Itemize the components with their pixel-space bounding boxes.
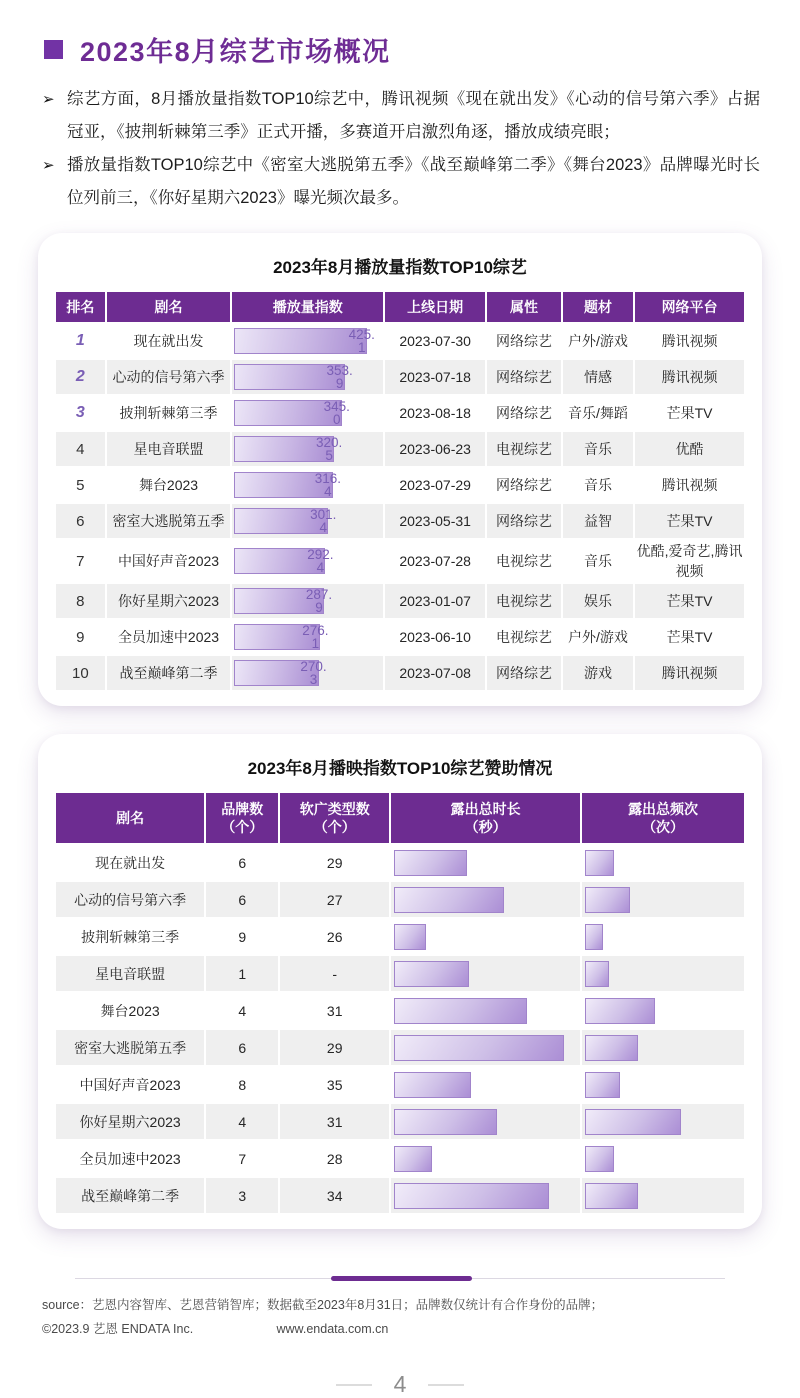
table1-body: [56, 324, 744, 690]
table2-header-cell: 露出总时长 （秒）: [391, 793, 580, 843]
table1-title: 2023年8月播放量指数TOP10综艺: [273, 258, 527, 277]
soft-ad-types-cell: 26: [280, 919, 389, 954]
show-name-cell: 披荆斩棘第三季: [56, 919, 204, 954]
exposure-frequency-bar: [585, 961, 609, 987]
playback-index-bar-wrap: [233, 508, 382, 534]
attribute-cell: 网络综艺: [487, 396, 561, 430]
playback-index-bar-cell: [232, 360, 383, 394]
exposure-frequency-bar: [585, 924, 603, 950]
bar-value-label: 287. 9: [305, 587, 333, 615]
summary-bullets: [42, 83, 760, 215]
genre-cell: 音乐: [563, 468, 633, 502]
exposure-duration-bar: [394, 961, 469, 987]
table1-header-cell: 播放量指数: [232, 292, 383, 322]
exposure-frequency-bar: [585, 887, 630, 913]
attribute-cell: 网络综艺: [487, 468, 561, 502]
show-name-cell: 星电音联盟: [56, 956, 204, 991]
show-name-cell: 心动的信号第六季: [56, 882, 204, 917]
brand-count-cell: 6: [206, 882, 278, 917]
show-name-cell: 心动的信号第六季: [107, 360, 231, 394]
rank-cell: 5: [56, 468, 105, 502]
table-row: [56, 882, 744, 917]
platform-cell: 优酷: [635, 432, 744, 466]
exposure-duration-bar: [394, 887, 504, 913]
rank-cell: 10: [56, 656, 105, 690]
exposure-frequency-bar: [585, 1183, 638, 1209]
launch-date-cell: 2023-07-28: [385, 540, 485, 582]
playback-index-bar-wrap: [233, 436, 382, 462]
copyright-row: [42, 1317, 758, 1341]
exposure-duration-bar-cell: [391, 956, 580, 991]
show-name-cell: 现在就出发: [107, 324, 231, 358]
playback-index-card: [38, 233, 762, 706]
show-name-cell: 全员加速中2023: [56, 1141, 204, 1176]
playback-index-bar-cell: [232, 656, 383, 690]
table-row: [56, 1178, 744, 1213]
rank-cell: 8: [56, 584, 105, 618]
exposure-duration-bar: [394, 1109, 497, 1135]
genre-cell: 户外/游戏: [563, 324, 633, 358]
attribute-cell: 电视综艺: [487, 584, 561, 618]
table1-header-cell: 属性: [487, 292, 561, 322]
sponsorship-card: [38, 734, 762, 1229]
table-row: [56, 845, 744, 880]
source-block: [42, 1293, 758, 1341]
soft-ad-types-cell: 31: [280, 1104, 389, 1139]
show-name-cell: 星电音联盟: [107, 432, 231, 466]
genre-cell: 音乐: [563, 432, 633, 466]
copyright-text: ©2023.9 艺恩 ENDATA Inc.: [42, 1322, 194, 1336]
bar-value-label: 353. 9: [326, 363, 353, 391]
launch-date-cell: 2023-01-07: [385, 584, 485, 618]
show-name-cell: 你好星期六2023: [56, 1104, 204, 1139]
platform-cell: 芒果TV: [635, 396, 744, 430]
genre-cell: 情感: [563, 360, 633, 394]
page-number-row: [0, 1371, 800, 1398]
exposure-duration-bar: [394, 924, 426, 950]
brand-count-cell: 4: [206, 993, 278, 1028]
rank-cell: 1: [56, 324, 105, 358]
table-row: [56, 540, 744, 582]
launch-date-cell: 2023-07-30: [385, 324, 485, 358]
show-name-cell: 全员加速中2023: [107, 620, 231, 654]
platform-cell: 腾讯视频: [635, 468, 744, 502]
show-name-cell: 密室大逃脱第五季: [107, 504, 231, 538]
playback-index-bar-cell: [232, 620, 383, 654]
arrow-bullet-icon: ➢: [42, 91, 55, 108]
exposure-frequency-bar: [585, 1072, 620, 1098]
exposure-duration-bar-cell: [391, 1067, 580, 1102]
brand-count-cell: 8: [206, 1067, 278, 1102]
bar-value-label: 276. 1: [302, 623, 329, 651]
rank-cell: 3: [56, 396, 105, 430]
table1-header-cell: 剧名: [107, 292, 231, 322]
title-square-icon: [44, 40, 63, 59]
source-text: source：艺恩内容智库、艺恩营销智库；数据截至2023年8月31日；品牌数仅统计有合作身份的品牌；: [42, 1298, 604, 1312]
playback-index-bar-cell: [232, 540, 383, 582]
exposure-duration-bar-cell: [391, 1030, 580, 1065]
table-row: [56, 324, 744, 358]
exposure-duration-bar: [394, 1183, 549, 1209]
table2-header-cell: 软广类型数 （个）: [280, 793, 389, 843]
launch-date-cell: 2023-07-29: [385, 468, 485, 502]
attribute-cell: 电视综艺: [487, 540, 561, 582]
table2-title: 2023年8月播映指数TOP10综艺赞助情况: [247, 759, 553, 778]
exposure-frequency-bar: [585, 998, 655, 1024]
platform-cell: 优酷,爱奇艺,腾讯视频: [635, 540, 744, 582]
exposure-duration-bar-cell: [391, 1141, 580, 1176]
exposure-frequency-bar: [585, 1146, 614, 1172]
genre-cell: 户外/游戏: [563, 620, 633, 654]
exposure-frequency-bar-cell: [582, 956, 744, 991]
platform-cell: 腾讯视频: [635, 360, 744, 394]
exposure-duration-bar-cell: [391, 1104, 580, 1139]
page-number-dash: [428, 1384, 464, 1386]
attribute-cell: 网络综艺: [487, 656, 561, 690]
table-row: [56, 468, 744, 502]
exposure-frequency-bar-cell: [582, 1030, 744, 1065]
launch-date-cell: 2023-06-23: [385, 432, 485, 466]
page-header: [44, 30, 760, 69]
soft-ad-types-cell: 34: [280, 1178, 389, 1213]
table-row: [56, 360, 744, 394]
playback-index-bar-cell: [232, 504, 383, 538]
table-row: [56, 956, 744, 991]
rank-cell: 7: [56, 540, 105, 582]
table-row: [56, 396, 744, 430]
playback-index-bar-wrap: [233, 472, 382, 498]
bar-value-label: 316. 4: [314, 471, 341, 499]
brand-count-cell: 1: [206, 956, 278, 991]
brand-count-cell: 7: [206, 1141, 278, 1176]
playback-index-bar-wrap: [233, 624, 382, 650]
soft-ad-types-cell: 27: [280, 882, 389, 917]
show-name-cell: 中国好声音2023: [56, 1067, 204, 1102]
exposure-frequency-bar-cell: [582, 882, 744, 917]
table1-header-cell: 上线日期: [385, 292, 485, 322]
rank-cell: 4: [56, 432, 105, 466]
exposure-frequency-bar: [585, 850, 614, 876]
attribute-cell: 电视综艺: [487, 432, 561, 466]
exposure-duration-bar: [394, 1072, 471, 1098]
table2-header-cell: 品牌数 （个）: [206, 793, 278, 843]
table-row: [56, 656, 744, 690]
page-title: 2023年8月综艺市场概况: [80, 37, 391, 67]
exposure-duration-bar-cell: [391, 919, 580, 954]
show-name-cell: 战至巅峰第二季: [107, 656, 231, 690]
exposure-duration-bar: [394, 998, 527, 1024]
table-row: [56, 1141, 744, 1176]
table1-header-cell: 网络平台: [635, 292, 744, 322]
brand-count-cell: 4: [206, 1104, 278, 1139]
launch-date-cell: 2023-06-10: [385, 620, 485, 654]
brand-count-cell: 9: [206, 919, 278, 954]
bar-value-label: 270. 3: [300, 659, 327, 687]
playback-index-bar-cell: [232, 324, 383, 358]
launch-date-cell: 2023-08-18: [385, 396, 485, 430]
platform-cell: 芒果TV: [635, 504, 744, 538]
bullet-text: 播放量指数TOP10综艺中《密室大逃脱第五季》《战至巅峰第二季》《舞台2023》品牌曝光时长位列前三，《你好星期六2023》曝光频次最多。: [67, 156, 760, 207]
exposure-duration-bar-cell: [391, 993, 580, 1028]
table-row: [56, 584, 744, 618]
playback-index-bar-cell: [232, 432, 383, 466]
genre-cell: 音乐/舞蹈: [563, 396, 633, 430]
divider-accent-bar: [331, 1276, 472, 1281]
table-row: [56, 620, 744, 654]
table-row: [56, 993, 744, 1028]
exposure-frequency-bar-cell: [582, 919, 744, 954]
bar-value-label: 345. 0: [323, 399, 350, 427]
platform-cell: 腾讯视频: [635, 656, 744, 690]
playback-index-bar-cell: [232, 468, 383, 502]
exposure-duration-bar: [394, 850, 467, 876]
page-number: 4: [393, 1371, 407, 1397]
show-name-cell: 现在就出发: [56, 845, 204, 880]
brand-count-cell: 6: [206, 1030, 278, 1065]
platform-cell: 芒果TV: [635, 584, 744, 618]
playback-index-bar-wrap: [233, 328, 382, 354]
table-row: [56, 1030, 744, 1065]
table-row: [56, 1067, 744, 1102]
table2-header-cell: 露出总频次 （次）: [582, 793, 744, 843]
genre-cell: 音乐: [563, 540, 633, 582]
playback-index-bar-wrap: [233, 400, 382, 426]
soft-ad-types-cell: 29: [280, 1030, 389, 1065]
rank-cell: 2: [56, 360, 105, 394]
table-row: [56, 919, 744, 954]
attribute-cell: 网络综艺: [487, 324, 561, 358]
table-row: [56, 1104, 744, 1139]
soft-ad-types-cell: 28: [280, 1141, 389, 1176]
exposure-frequency-bar-cell: [582, 1178, 744, 1213]
bar-value-label: 292. 4: [307, 547, 334, 575]
show-name-cell: 战至巅峰第二季: [56, 1178, 204, 1213]
table2-body: [56, 845, 744, 1213]
exposure-duration-bar-cell: [391, 882, 580, 917]
launch-date-cell: 2023-05-31: [385, 504, 485, 538]
footer-divider: [75, 1275, 725, 1281]
soft-ad-types-cell: 29: [280, 845, 389, 880]
show-name-cell: 舞台2023: [107, 468, 231, 502]
sponsorship-table: [54, 791, 746, 1215]
rank-cell: 6: [56, 504, 105, 538]
bar-value-label: 425. 1: [348, 327, 375, 355]
playback-index-bar-cell: [232, 584, 383, 618]
show-name-cell: 中国好声音2023: [107, 540, 231, 582]
brand-count-cell: 6: [206, 845, 278, 880]
exposure-duration-bar-cell: [391, 845, 580, 880]
attribute-cell: 网络综艺: [487, 360, 561, 394]
playback-index-bar-wrap: [233, 660, 382, 686]
page-number-dash: [336, 1384, 372, 1386]
attribute-cell: 网络综艺: [487, 504, 561, 538]
genre-cell: 娱乐: [563, 584, 633, 618]
playback-index-bar-cell: [232, 396, 383, 430]
exposure-frequency-bar-cell: [582, 1067, 744, 1102]
bullet-text: 综艺方面，8月播放量指数TOP10综艺中，腾讯视频《现在就出发》《心动的信号第六季》占据冠亚，《披荆斩棘第三季》正式开播，多赛道开启激烈角逐，播放成绩亮眼；: [67, 90, 760, 141]
exposure-frequency-bar: [585, 1035, 638, 1061]
platform-cell: 腾讯视频: [635, 324, 744, 358]
exposure-duration-bar: [394, 1146, 431, 1172]
table2-header-cell: 剧名: [56, 793, 204, 843]
genre-cell: 益智: [563, 504, 633, 538]
table1-header-cell: 排名: [56, 292, 105, 322]
exposure-frequency-bar: [585, 1109, 681, 1135]
genre-cell: 游戏: [563, 656, 633, 690]
arrow-bullet-icon: ➢: [42, 157, 55, 174]
soft-ad-types-cell: 35: [280, 1067, 389, 1102]
playback-index-bar-wrap: [233, 364, 382, 390]
playback-index-bar-wrap: [233, 588, 382, 614]
playback-index-bar-wrap: [233, 548, 382, 574]
launch-date-cell: 2023-07-08: [385, 656, 485, 690]
soft-ad-types-cell: 31: [280, 993, 389, 1028]
playback-index-table: [54, 290, 746, 692]
show-name-cell: 披荆斩棘第三季: [107, 396, 231, 430]
exposure-duration-bar-cell: [391, 1178, 580, 1213]
exposure-frequency-bar-cell: [582, 1104, 744, 1139]
bullet-item: [42, 149, 760, 215]
bar-value-label: 301. 4: [310, 507, 337, 535]
show-name-cell: 舞台2023: [56, 993, 204, 1028]
table1-header-cell: 题材: [563, 292, 633, 322]
attribute-cell: 电视综艺: [487, 620, 561, 654]
bar-value-label: 320. 5: [316, 435, 343, 463]
show-name-cell: 你好星期六2023: [107, 584, 231, 618]
exposure-frequency-bar-cell: [582, 993, 744, 1028]
exposure-duration-bar: [394, 1035, 564, 1061]
launch-date-cell: 2023-07-18: [385, 360, 485, 394]
table1-header: [56, 292, 744, 322]
table-row: [56, 504, 744, 538]
exposure-frequency-bar-cell: [582, 845, 744, 880]
bullet-item: [42, 83, 760, 149]
table-row: [56, 432, 744, 466]
platform-cell: 芒果TV: [635, 620, 744, 654]
exposure-frequency-bar-cell: [582, 1141, 744, 1176]
show-name-cell: 密室大逃脱第五季: [56, 1030, 204, 1065]
rank-cell: 9: [56, 620, 105, 654]
website-link: www.endata.com.cn: [276, 1322, 389, 1336]
table2-header: [56, 793, 744, 843]
soft-ad-types-cell: -: [280, 956, 389, 991]
brand-count-cell: 3: [206, 1178, 278, 1213]
